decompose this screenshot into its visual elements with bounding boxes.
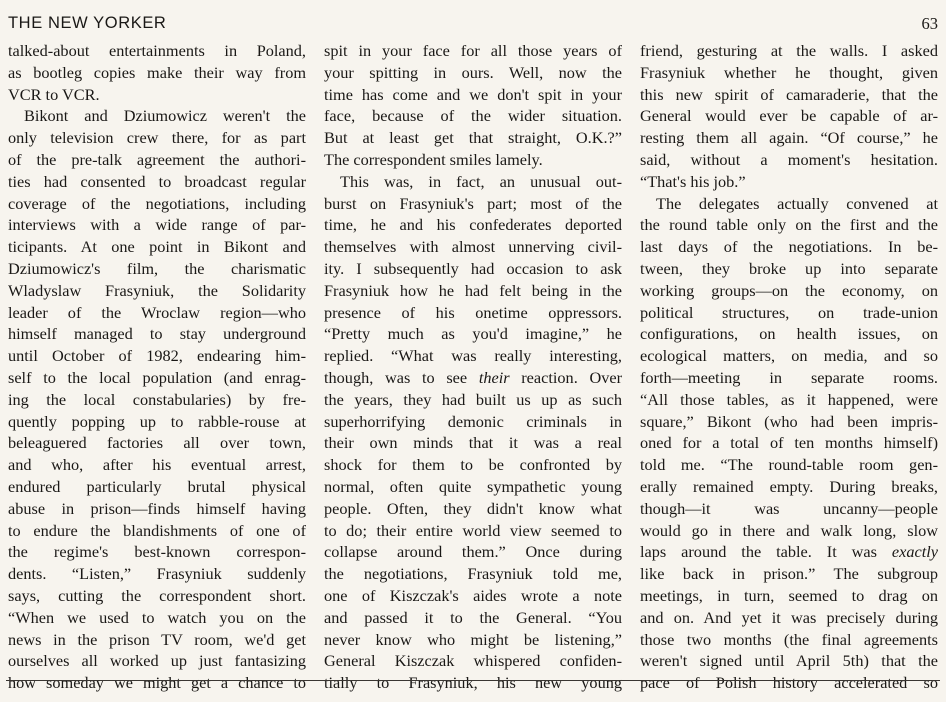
text-line: laps around the table. It was exactly — [640, 542, 938, 562]
text-line: tween, they broke up into separate — [640, 258, 938, 278]
text-line: time has come and we don't spit in your — [324, 84, 622, 104]
text-line: your spitting in ours. Well, now the — [324, 62, 622, 82]
text-line: their own minds that it was a real — [324, 433, 622, 453]
text-line: political structures, on trade-union — [640, 302, 938, 322]
text-line: of the pre-talk agreement the authori- — [8, 149, 306, 169]
text-line: themselves with almost unnerving civil- — [324, 237, 622, 257]
text-line: like back in prison.” The subgroup — [640, 564, 938, 584]
text-line: square,” Bikont (who had been impris- — [640, 411, 938, 431]
text-line: talked-about entertainments in Poland, — [8, 41, 306, 60]
text-line: never know who might be listening,” — [324, 629, 622, 649]
text-line: though—it was uncanny—people — [640, 498, 938, 518]
text-line: people. Often, they didn't know what — [324, 498, 622, 518]
text-line: and who, after his eventual arrest, — [8, 455, 306, 475]
text-line: “All those tables, as it happened, were — [640, 389, 938, 409]
text-line: normal, often quite sympathetic young — [324, 476, 622, 496]
text-line: superhorrifying demonic criminals in — [324, 411, 622, 431]
text-line: to endure the blandishments of one of — [8, 520, 306, 540]
text-line: friend, gesturing at the walls. I asked — [640, 41, 938, 60]
text-line: presence of his onetime oppressors. — [324, 302, 622, 322]
text-line: burst on Frasyniuk's part; most of the — [324, 193, 622, 213]
text-line: Wladyslaw Frasyniuk, the Solidarity — [8, 280, 306, 300]
text-line: until October of 1982, endearing him- — [8, 346, 306, 366]
text-line: abuse in prison—finds himself having — [8, 498, 306, 518]
text-line: “When we used to watch you on the — [8, 607, 306, 627]
text-line: coverage of the negotiations, including — [8, 193, 306, 213]
text-line: erally remained empty. During breaks, — [640, 476, 938, 496]
text-line: Frasyniuk how he had felt being in the — [324, 280, 622, 300]
text-line: ties had consented to broadcast regular — [8, 171, 306, 191]
text-line: resting them all again. “Of course,” he — [640, 128, 938, 148]
text-line: General would ever be capable of ar- — [640, 106, 938, 126]
text-line: this new spirit of camaraderie, that the — [640, 84, 938, 104]
text-line: how someday we might get a chance to — [8, 673, 306, 693]
text-line: tially to Frasyniuk, his new young — [324, 673, 622, 693]
text-line: collapse around them.” Once during — [324, 542, 622, 562]
text-line: weren't signed until April 5th) that the — [640, 651, 938, 671]
text-line: ecological matters, on media, and so — [640, 346, 938, 366]
text-line: ing the local constabularies) by fre- — [8, 389, 306, 409]
text-line: shock for them to be confronted by — [324, 455, 622, 475]
page-number: 63 — [921, 14, 938, 33]
text-line: beleaguered factories all over town, — [8, 433, 306, 453]
text-line: the round table only on the first and the — [640, 215, 938, 235]
text-line: spit in your face for all those years of — [324, 41, 622, 60]
text-line: would go in there and walk long, slow — [640, 520, 938, 540]
text-line: This was, in fact, an unusual out- — [340, 171, 622, 191]
text-line: self to the local population (and enrag- — [8, 367, 306, 387]
text-line: time, he and his confederates deported — [324, 215, 622, 235]
text-line: Dziumowicz's film, the charismatic — [8, 258, 306, 278]
text-line: forth—meeting in separate rooms. — [640, 367, 938, 387]
text-line: though, was to see their reaction. Over — [324, 367, 622, 387]
text-line: Frasyniuk whether he thought, given — [640, 62, 938, 82]
text-column-2 — [324, 40, 622, 694]
text-line: “Pretty much as you'd imagine,” he — [324, 324, 622, 344]
text-line: the negotiations, Frasyniuk told me, — [324, 564, 622, 584]
text-line: to do; their entire world view seemed to — [324, 520, 622, 540]
article-body — [8, 40, 938, 693]
text-column-3 — [640, 40, 938, 694]
text-line: the years, they had built us up as such — [324, 389, 622, 409]
masthead: THE NEW YORKER — [8, 14, 167, 32]
text-line: the regime's best-known correspon- — [8, 542, 306, 562]
text-line: The delegates actually convened at — [656, 193, 938, 213]
text-line: replied. “What was really interesting, — [324, 346, 622, 366]
text-line: last days of the negotiations. In be- — [640, 237, 938, 257]
text-line: The correspondent smiles lamely. — [324, 149, 543, 169]
text-line: and on. And yet it was precisely during — [640, 607, 938, 627]
text-line: dents. “Listen,” Frasyniuk suddenly — [8, 564, 306, 584]
bottom-rule — [6, 680, 940, 681]
text-line: configurations, on health issues, on — [640, 324, 938, 344]
text-line: told me. “The round-table room gen- — [640, 455, 938, 475]
text-line: said, without a moment's hesitation. — [640, 149, 938, 169]
page-header — [8, 14, 938, 36]
text-line: ourselves all worked up just fantasizing — [8, 651, 306, 671]
text-line: face, because of the wider situation. — [324, 106, 622, 126]
text-line: those two months (the final agreements — [640, 629, 938, 649]
text-line: leader of the Wroclaw region—who — [8, 302, 306, 322]
text-line: and passed it to the General. “You — [324, 607, 622, 627]
text-line: General Kiszczak whispered confiden- — [324, 651, 622, 671]
text-line: endured particularly brutal physical — [8, 476, 306, 496]
text-line: interviews with a wide range of par- — [8, 215, 306, 235]
text-line: VCR to VCR. — [8, 84, 100, 104]
text-line: working groups—on the economy, on — [640, 280, 938, 300]
text-column-1 — [8, 40, 306, 694]
text-line: ity. I subsequently had occasion to ask — [324, 258, 622, 278]
text-line: himself managed to stay underground — [8, 324, 306, 344]
text-line: news in the prison TV room, we'd get — [8, 629, 306, 649]
text-line: one of Kiszczak's aides wrote a note — [324, 585, 622, 605]
text-line: pace of Polish history accelerated so — [640, 673, 938, 693]
text-line: quently popping up to rabble-rouse at — [8, 411, 306, 431]
text-line: oned for a total of ten months himself) — [640, 433, 938, 453]
text-line: as bootleg copies make their way from — [8, 62, 306, 82]
text-line: But at least get that straight, O.K.?” — [324, 128, 622, 148]
text-line: ticipants. At one point in Bikont and — [8, 237, 306, 257]
text-line: “That's his job.” — [640, 171, 746, 191]
text-line: says, cutting the correspondent short. — [8, 585, 306, 605]
text-line: Bikont and Dziumowicz weren't the — [24, 106, 306, 126]
text-line: only television crew there, for as part — [8, 128, 306, 148]
text-line: meetings, in turn, seemed to drag on — [640, 585, 938, 605]
